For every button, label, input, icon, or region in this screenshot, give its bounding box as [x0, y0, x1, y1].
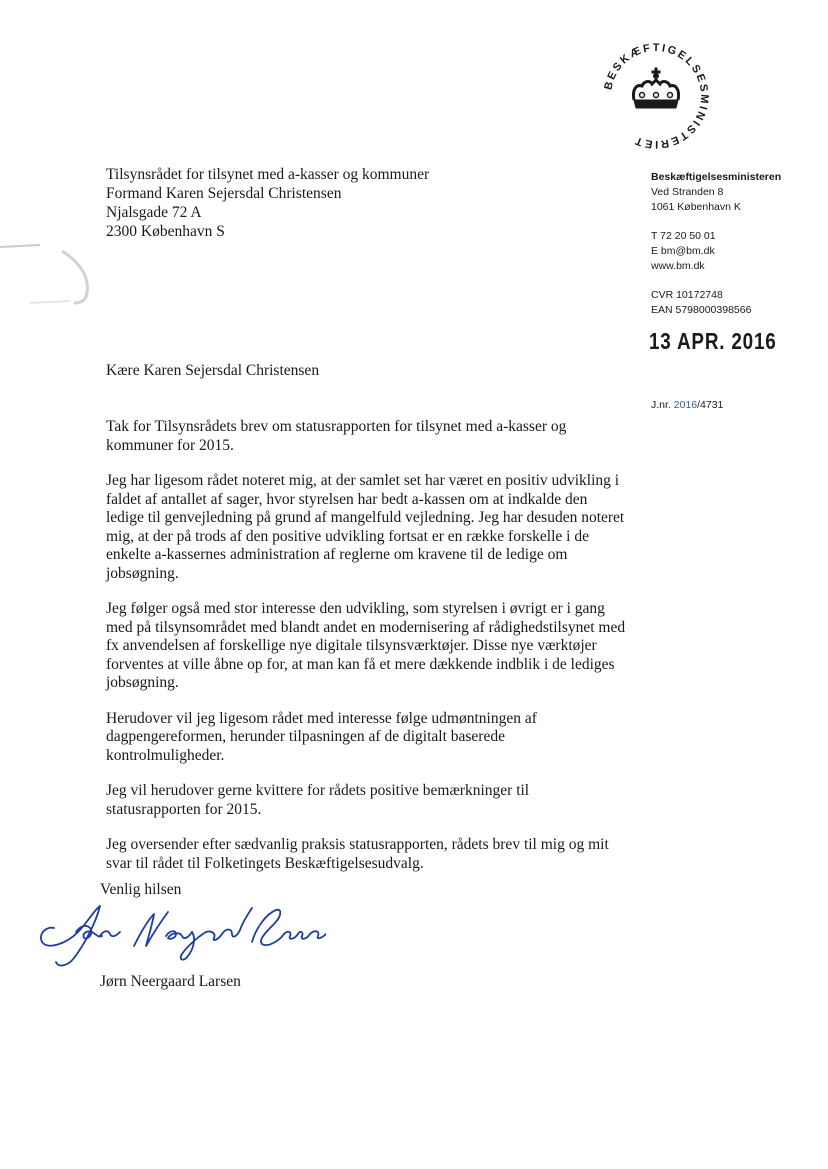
sender-email: E bm@bm.dk: [651, 245, 715, 257]
sender-city: 1061 København K: [651, 201, 741, 213]
handwritten-signature: [36, 898, 326, 972]
sender-web: www.bm.dk: [651, 260, 705, 272]
closing: Venlig hilsen: [100, 881, 182, 898]
signer-name: Jørn Neergaard Larsen: [100, 973, 241, 990]
date-stamp: 13 APR. 2016: [649, 328, 777, 354]
sender-street: Ved Stranden 8: [651, 186, 724, 198]
recipient-address: [106, 165, 429, 241]
sender-ean: EAN 5798000398566: [651, 304, 752, 316]
svg-text:BESKÆFTIGELSESMINISTERIET: BESKÆFTIGELSESMINISTERIET: [602, 41, 711, 151]
paragraph: Tak for Tilsynsrådets brev om statusrapporten for tilsynet med a-kasser og kommuner for 2015.: [106, 418, 567, 454]
letter-body: [106, 418, 626, 890]
recipient-line: Formand Karen Sejersdal Christensen: [106, 185, 342, 202]
scan-artifact: [0, 235, 100, 310]
crown-icon: [633, 68, 678, 108]
recipient-line: 2300 København S: [106, 223, 225, 240]
recipient-line: Njalsgade 72 A: [106, 204, 202, 221]
paragraph: Jeg har ligesom rådet noteret mig, at der samlet set har været en positiv udvikling i faldet af antallet af sager, hvor styrelsen har bedt a-kassen om at indkalde den ledige til genvejledning på grund af mangelfuld vejledning. Jeg har desuden noteret mig, at der på trods af den positive udvikling fortsat er en række forskelle i de enkelte a-kassernes administration af reglerne om kravene til de ledige om jobsøgning.: [106, 472, 625, 582]
sender-block: [651, 170, 781, 318]
ministry-seal-logo: [598, 38, 714, 154]
sender-phone: T 72 20 50 01: [651, 230, 716, 242]
salutation: Kære Karen Sejersdal Christensen: [106, 362, 320, 379]
journal-prefix: J.nr.: [651, 399, 674, 411]
sender-name: Beskæftigelsesministeren: [651, 171, 782, 183]
paragraph: Herudover vil jeg ligesom rådet med interesse følge udmøntningen af dagpengereformen, herunder tilpasningen af de digitalt baserede kontrolmuligheder.: [106, 709, 537, 764]
paragraph: Jeg vil herudover gerne kvittere for rådets positive bemærkninger til statusrapporten for 2015.: [106, 782, 530, 818]
paragraph: Jeg følger også med stor interesse den udvikling, som styrelsen i øvrigt er i gang med på tilsynsområdet med blandt andet en modernisering af rådighedstilsynet med fx anvendelsen af forskellige nye digitale tilsynsværktøjer. Disse nye værktøjer forventes at ville åbne op for, at man kan få et mere dækkende indblik i de lediges jobsøgning.: [106, 600, 626, 691]
recipient-line: Tilsynsrådet for tilsynet med a-kasser og kommuner: [106, 166, 430, 183]
journal-year: 2016: [673, 399, 698, 411]
sender-cvr: CVR 10172748: [651, 289, 723, 301]
journal-number: [651, 399, 723, 411]
journal-suffix: /4731: [697, 399, 724, 411]
paragraph: Jeg oversender efter sædvanlig praksis statusrapporten, rådets brev til mig og mit svar til rådet til Folketingets Beskæftigelsesudvalg.: [106, 836, 609, 872]
